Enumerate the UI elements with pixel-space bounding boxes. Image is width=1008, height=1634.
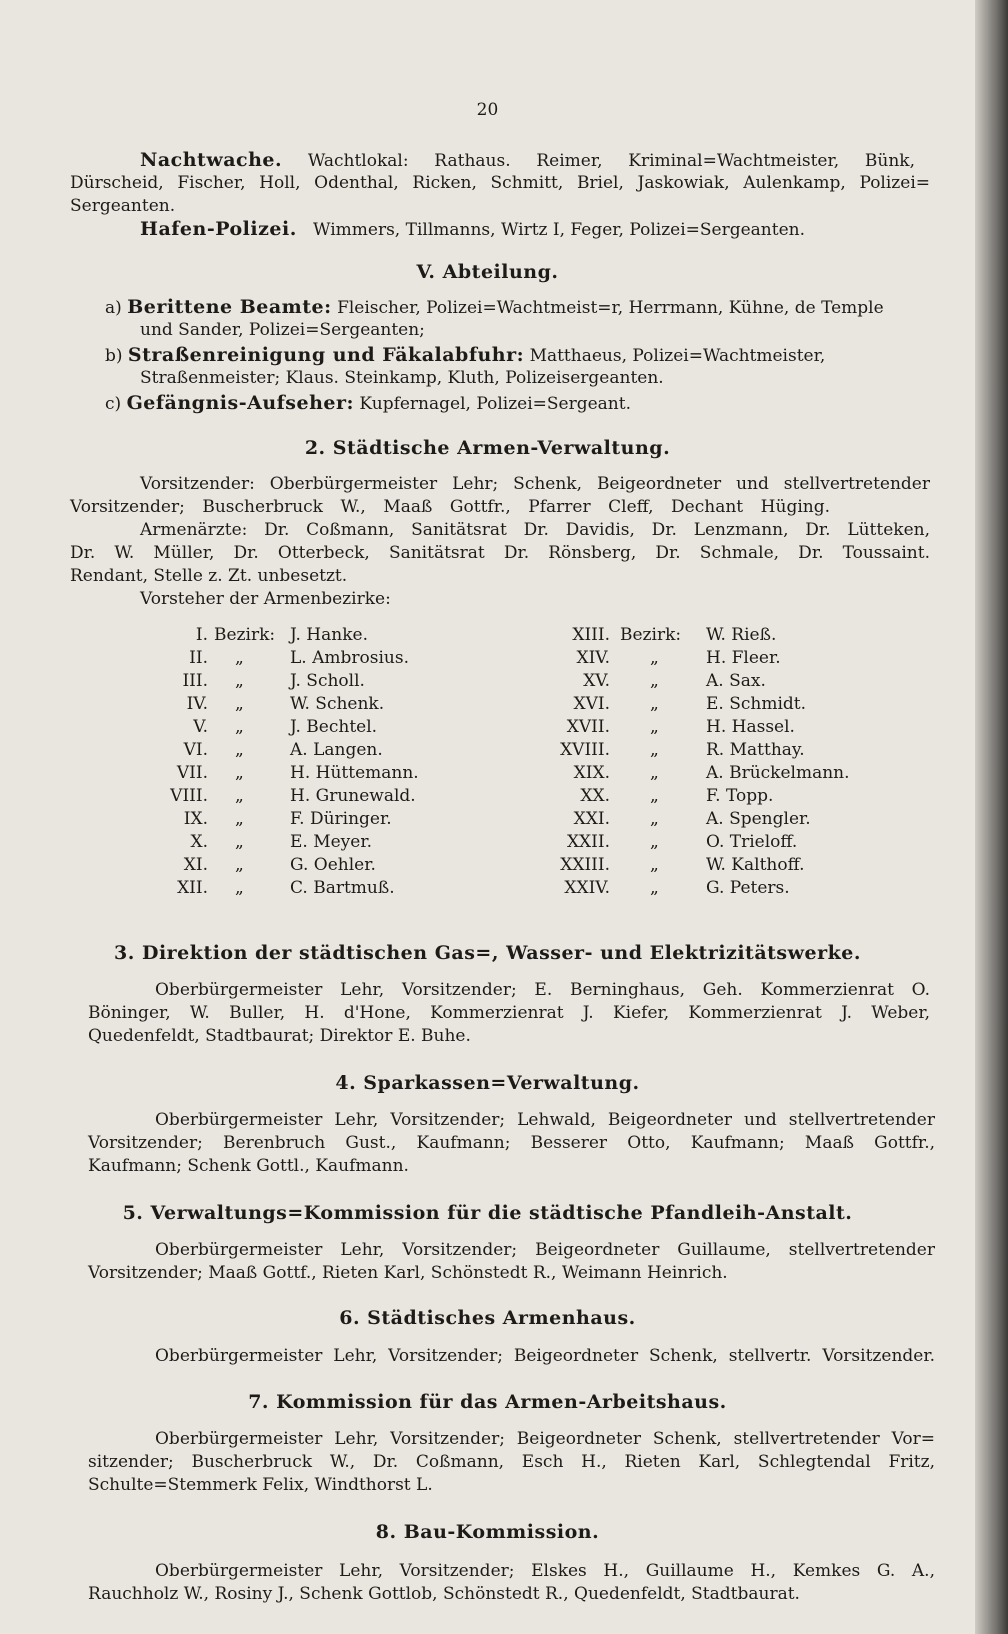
- bezirk-name: W. Rieß.: [706, 625, 777, 645]
- armen-line6: Vorsteher der Armenbezirke:: [140, 589, 391, 609]
- bezirk-name: G. Peters.: [706, 878, 790, 898]
- bau-heading: 8. Bau-Kommission.: [375, 1521, 600, 1543]
- werke-line2: Böninger, W. Buller, H. d'Hone, Kommerzienrat J. Kiefer, Kommerzienrat J. Weber,: [88, 1003, 930, 1023]
- armenhaus-line1: Oberbürgermeister Lehr, Vorsitzender; Beigeordneter Schenk, stellvertr. Vorsitzender.: [155, 1346, 935, 1366]
- bezirk-name: F. Düringer.: [290, 809, 392, 829]
- bau-line1: Oberbürgermeister Lehr, Vorsitzender; Elskes H., Guillaume H., Kemkes G. A.,: [155, 1561, 935, 1581]
- abteilung-b-text2: Straßenmeister; Klaus. Steinkamp, Kluth, Polizeisergeanten.: [140, 368, 664, 388]
- bezirk-num: XII.: [177, 878, 208, 898]
- page-edge-shadow: [975, 0, 1008, 1634]
- nachtwache-text: Wachtlokal: Rathaus. Reimer, Kriminal=Wachtmeister, Bünk,: [307, 151, 915, 171]
- arbeitshaus-line3: Schulte=Stemmerk Felix, Windthorst L.: [88, 1475, 433, 1495]
- bezirk-num: XXIV.: [564, 878, 610, 898]
- ditto-mark: „: [235, 717, 244, 737]
- armen-line5: Rendant, Stelle z. Zt. unbesetzt.: [70, 566, 348, 586]
- abteilung-c-line: [105, 393, 631, 414]
- arbeitshaus-line2: sitzender; Buscherbruck W., Dr. Coßmann, Esch H., Rieten Karl, Schlegtendal Fritz,: [88, 1452, 935, 1472]
- bezirk-num: XIV.: [576, 648, 610, 668]
- bezirk-num: XXIII.: [560, 855, 610, 875]
- bezirk-num: IV.: [186, 694, 208, 714]
- armen-line4: Dr. W. Müller, Dr. Otterbeck, Sanitätsrat Dr. Rönsberg, Dr. Schmale, Dr. Toussaint.: [70, 543, 930, 563]
- ditto-mark: „: [650, 694, 659, 714]
- bezirk-row: [150, 740, 850, 763]
- bezirk-num: XVII.: [566, 717, 610, 737]
- bezirk-num: XIII.: [572, 625, 610, 645]
- bezirk-name: H. Grunewald.: [290, 786, 416, 806]
- bezirk-row: [150, 878, 850, 901]
- nachtwache-line2: Dürscheid, Fischer, Holl, Odenthal, Ricken, Schmitt, Briel, Jaskowiak, Aulenkamp, Polizei=: [70, 173, 930, 193]
- ditto-mark: „: [235, 855, 244, 875]
- abteilung-c-text: Kupfernagel, Polizei=Sergeant.: [359, 394, 631, 414]
- armen-line2: Vorsitzender; Buscherbruck W., Maaß Gottfr., Pfarrer Cleff, Dechant Hüging.: [70, 497, 830, 517]
- bezirk-row: [150, 694, 850, 717]
- bezirk-row: [150, 625, 850, 648]
- ditto-mark: „: [650, 855, 659, 875]
- ditto-mark: „: [650, 671, 659, 691]
- bezirk-name: A. Sax.: [706, 671, 766, 691]
- abteilung-a-line1: [105, 297, 925, 318]
- ditto-mark: „: [235, 878, 244, 898]
- bezirk-row: [150, 786, 850, 809]
- abteilung-a-text1: Fleischer, Polizei=Wachtmeist=r, Herrmann, Kühne, de Temple: [337, 298, 884, 318]
- bezirk-num: XI.: [183, 855, 208, 875]
- bezirk-label: Bezirk:: [620, 625, 682, 645]
- arbeitshaus-heading: 7. Kommission für das Armen-Arbeitshaus.: [248, 1391, 727, 1413]
- bezirk-num: III.: [182, 671, 208, 691]
- page-number: 20: [476, 100, 499, 120]
- sparkasse-line1: Oberbürgermeister Lehr, Vorsitzender; Lehwald, Beigeordneter und stellvertretender: [155, 1110, 935, 1130]
- bezirk-name: L. Ambrosius.: [290, 648, 409, 668]
- pfandleih-line2: Vorsitzender; Maaß Gottf., Rieten Karl, Schönstedt R., Weimann Heinrich.: [88, 1263, 728, 1283]
- ditto-mark: „: [235, 740, 244, 760]
- bezirk-num: X.: [190, 832, 208, 852]
- hafen-line: [140, 219, 805, 240]
- bau-line2: Rauchholz W., Rosiny J., Schenk Gottlob, Schönstedt R., Quedenfeldt, Stadtbaurat.: [88, 1584, 800, 1604]
- bezirk-name: E. Meyer.: [290, 832, 373, 852]
- bezirk-row: [150, 855, 850, 878]
- abteilung-a-text2: und Sander, Polizei=Sergeanten;: [140, 320, 425, 340]
- ditto-mark: „: [650, 763, 659, 783]
- bezirk-num: XX.: [580, 786, 610, 806]
- hafen-text: Wimmers, Tillmanns, Wirtz I, Feger, Polizei=Sergeanten.: [313, 220, 806, 240]
- bezirk-row: [150, 648, 850, 671]
- ditto-mark: „: [650, 809, 659, 829]
- bezirk-num: VII.: [176, 763, 208, 783]
- bezirk-num: XV.: [583, 671, 610, 691]
- bezirk-name: J. Hanke.: [290, 625, 368, 645]
- bezirk-num: XXII.: [566, 832, 610, 852]
- bezirk-row: [150, 832, 850, 855]
- sparkasse-heading: 4. Sparkassen=Verwaltung.: [335, 1072, 640, 1094]
- nachtwache-heading: Nachtwache.: [140, 149, 283, 171]
- bezirk-label: Bezirk:: [214, 625, 276, 645]
- werke-line1: Oberbürgermeister Lehr, Vorsitzender; E. Berninghaus, Geh. Kommerzienrat O.: [155, 980, 930, 1000]
- ditto-mark: „: [650, 878, 659, 898]
- bezirk-name: H. Fleer.: [706, 648, 781, 668]
- bezirk-num: XVI.: [573, 694, 610, 714]
- pfandleih-line1: Oberbürgermeister Lehr, Vorsitzender; Beigeordneter Guillaume, stellvertretender: [155, 1240, 935, 1260]
- ditto-mark: „: [235, 832, 244, 852]
- bezirk-name: H. Hassel.: [706, 717, 795, 737]
- hafen-heading: Hafen-Polizei.: [140, 218, 297, 240]
- abteilung-a-label: a): [105, 298, 122, 318]
- bezirk-name: J. Bechtel.: [290, 717, 378, 737]
- bezirk-num: I.: [195, 625, 208, 645]
- ditto-mark: „: [650, 717, 659, 737]
- abteilung-c-heading: Gefängnis-Aufseher:: [126, 392, 355, 414]
- sparkasse-line2: Vorsitzender; Berenbruch Gust., Kaufmann; Besserer Otto, Kaufmann; Maaß Gottfr.,: [88, 1133, 935, 1153]
- werke-heading: 3. Direktion der städtischen Gas=, Wasser- und Elektrizitätswerke.: [114, 942, 861, 964]
- arbeitshaus-line1: Oberbürgermeister Lehr, Vorsitzender; Beigeordneter Schenk, stellvertretender Vor=: [155, 1429, 935, 1449]
- bezirk-num: IX.: [183, 809, 208, 829]
- ditto-mark: „: [235, 671, 244, 691]
- nachtwache-line3: Sergeanten.: [70, 196, 176, 216]
- ditto-mark: „: [235, 786, 244, 806]
- ditto-mark: „: [650, 648, 659, 668]
- abteilung-heading: V. Abteilung.: [416, 261, 559, 283]
- armenhaus-heading: 6. Städtisches Armenhaus.: [339, 1307, 636, 1329]
- ditto-mark: „: [650, 832, 659, 852]
- bezirk-row: [150, 671, 850, 694]
- bezirk-name: F. Topp.: [706, 786, 774, 806]
- abteilung-a-heading: Berittene Beamte:: [127, 296, 332, 318]
- bezirk-num: XXI.: [573, 809, 610, 829]
- bezirk-row: [150, 763, 850, 786]
- abteilung-b-line1: [105, 345, 925, 366]
- abteilung-b-text1: Matthaeus, Polizei=Wachtmeister,: [529, 346, 826, 366]
- bezirk-row: [150, 717, 850, 740]
- ditto-mark: „: [235, 809, 244, 829]
- bezirk-num: II.: [189, 648, 208, 668]
- bezirk-name: H. Hüttemann.: [290, 763, 419, 783]
- bezirk-name: E. Schmidt.: [706, 694, 807, 714]
- bezirk-name: A. Brückelmann.: [706, 763, 850, 783]
- bezirk-row: [150, 809, 850, 832]
- bezirk-num: VIII.: [170, 786, 208, 806]
- bezirk-name: G. Oehler.: [290, 855, 376, 875]
- nachtwache-line1: [140, 150, 915, 171]
- sparkasse-line3: Kaufmann; Schenk Gottl., Kaufmann.: [88, 1156, 409, 1176]
- bezirk-num: XVIII.: [560, 740, 610, 760]
- bezirk-name: R. Matthay.: [706, 740, 805, 760]
- ditto-mark: „: [650, 740, 659, 760]
- bezirk-name: J. Scholl.: [290, 671, 365, 691]
- armen-heading: 2. Städtische Armen-Verwaltung.: [304, 437, 671, 459]
- ditto-mark: „: [650, 786, 659, 806]
- bezirk-name: C. Bartmuß.: [290, 878, 395, 898]
- ditto-mark: „: [235, 763, 244, 783]
- pfandleih-heading: 5. Verwaltungs=Kommission für die städtische Pfandleih-Anstalt.: [122, 1202, 853, 1224]
- ditto-mark: „: [235, 694, 244, 714]
- bezirk-name: A. Spengler.: [706, 809, 811, 829]
- bezirk-num: VI.: [183, 740, 208, 760]
- abteilung-b-heading: Straßenreinigung und Fäkalabfuhr:: [127, 344, 525, 366]
- bezirk-name: W. Kalthoff.: [706, 855, 805, 875]
- ditto-mark: „: [235, 648, 244, 668]
- bezirk-num: V.: [193, 717, 208, 737]
- bezirk-name: W. Schenk.: [290, 694, 385, 714]
- abteilung-c-label: c): [105, 394, 122, 414]
- bezirk-name: A. Langen.: [290, 740, 383, 760]
- abteilung-b-label: b): [105, 346, 123, 366]
- bezirk-name: O. Trieloff.: [706, 832, 798, 852]
- armen-line3: Armenärzte: Dr. Coßmann, Sanitätsrat Dr. Davidis, Dr. Lenzmann, Dr. Lütteken,: [140, 520, 930, 540]
- armen-line1: Vorsitzender: Oberbürgermeister Lehr; Schenk, Beigeordneter und stellvertretender: [140, 474, 930, 494]
- bezirk-num: XIX.: [573, 763, 610, 783]
- werke-line3: Quedenfeldt, Stadtbaurat; Direktor E. Buhe.: [88, 1026, 471, 1046]
